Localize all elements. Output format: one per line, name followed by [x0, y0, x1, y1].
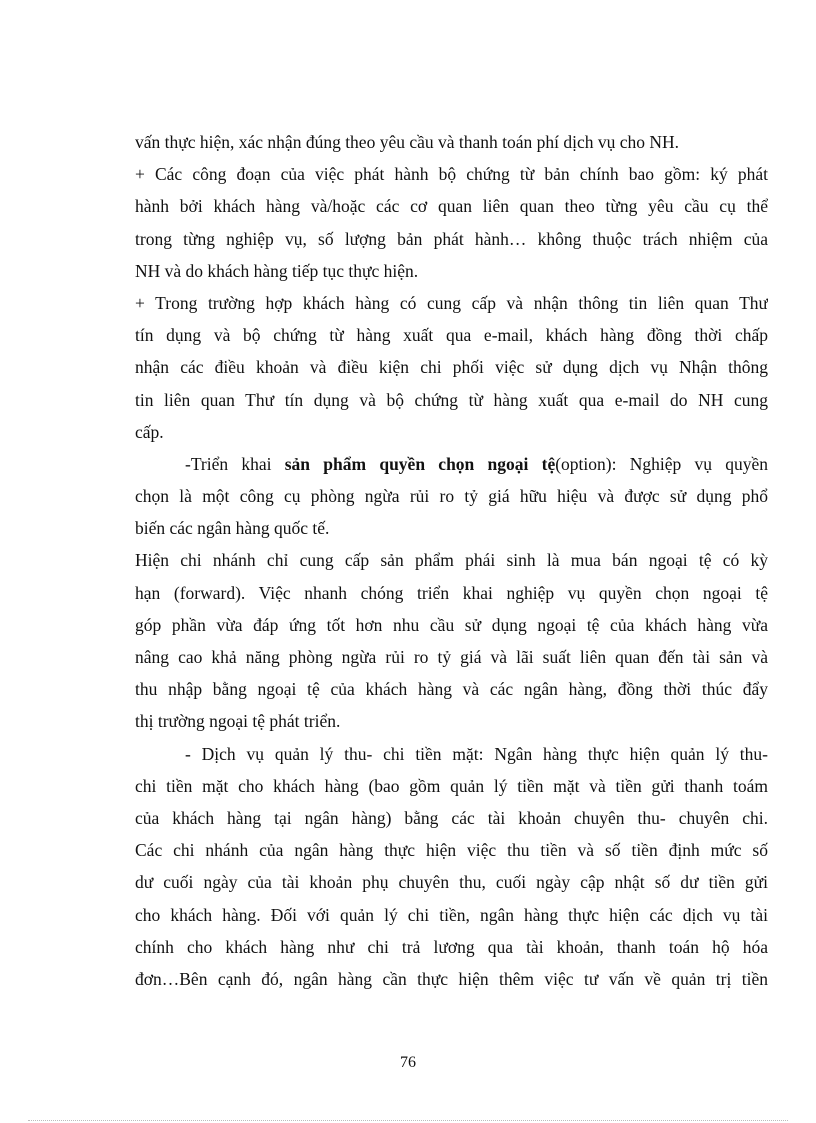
text-line: - Dịch vụ quản lý thu- chi tiền mặt: Ngân hàng thực hiện quản lý thu-	[185, 743, 768, 764]
text-run: (option): Nghiệp vụ quyền	[555, 453, 768, 474]
text-line: Hiện chi nhánh chỉ cung cấp sản phẩm phái sinh là mua bán ngoại tệ có kỳ	[135, 550, 768, 571]
text-line: vấn thực hiện, xác nhận đúng theo yêu cầu và thanh toán phí dịch vụ cho NH.	[135, 132, 680, 152]
bold-term: sản phẩm quyền chọn ngoại tệ	[284, 453, 556, 474]
text-line: của khách hàng tại ngân hàng) bằng các tài khoản chuyên thu- chuyên chi.	[135, 807, 768, 828]
text-line: + Các công đoạn của việc phát hành bộ chứng từ bản chính bao gồm: ký phát	[135, 164, 768, 185]
text-line: thu nhập bằng ngoại tệ của khách hàng và các ngân hàng, đồng thời thúc đẩy	[135, 679, 768, 700]
text-line: tin liên quan Thư tín dụng và bộ chứng từ hàng xuất qua e-mail do NH cung	[135, 389, 768, 410]
footer-dotted-rule	[28, 1120, 788, 1121]
body-text	[135, 126, 768, 995]
text-line: biến các ngân hàng quốc tế.	[135, 518, 330, 539]
text-line: nhận các điều khoản và điều kiện chi phối việc sử dụng dịch vụ Nhận thông	[135, 357, 768, 378]
text-line: hạn (forward). Việc nhanh chóng triển khai nghiệp vụ quyền chọn ngoại tệ	[135, 582, 768, 603]
text-line: dư cuối ngày của tài khoản phụ chuyên thu, cuối ngày cập nhật số dư tiền gửi	[135, 872, 768, 893]
text-line: hành bởi khách hàng và/hoặc các cơ quan liên quan theo từng yêu cầu cụ thể	[135, 196, 768, 217]
text-run: -Triển khai	[185, 453, 285, 474]
text-line: trong từng nghiệp vụ, số lượng bản phát hành… không thuộc trách nhiệm của	[135, 228, 768, 249]
text-line: NH và do khách hàng tiếp tục thực hiện.	[135, 260, 419, 281]
text-line: cho khách hàng. Đối với quản lý chi tiền, ngân hàng thực hiện các dịch vụ tài	[135, 904, 768, 925]
text-line: tín dụng và bộ chứng từ hàng xuất qua e-mail, khách hàng đồng thời chấp	[135, 325, 768, 346]
text-line: + Trong trường hợp khách hàng có cung cấp và nhận thông tin liên quan Thư	[135, 292, 768, 313]
text-line: nâng cao khả năng phòng ngừa rủi ro tỷ giá và lãi suất liên quan đến tài sản và	[135, 647, 768, 667]
page-number: 76	[400, 1054, 416, 1071]
text-line: cấp.	[135, 421, 164, 442]
text-line: chọn là một công cụ phòng ngừa rủi ro tỷ giá hữu hiệu và được sử dụng phổ	[135, 486, 768, 507]
text-line	[135, 448, 768, 480]
text-line: chính cho khách hàng như chi trả lương qua tài khoản, thanh toán hộ hóa	[135, 936, 768, 957]
text-line: Các chi nhánh của ngân hàng thực hiện việc thu tiền và số tiền định mức số	[135, 840, 768, 861]
text-line: thị trường ngoại tệ phát triển.	[135, 711, 341, 732]
text-line: đơn…Bên cạnh đó, ngân hàng cần thực hiện thêm việc tư vấn về quản trị tiền	[135, 968, 768, 989]
text-line: góp phần vừa đáp ứng tốt hơn nhu cầu sử dụng ngoại tệ của khách hàng vừa	[135, 614, 768, 635]
text-line: chi tiền mặt cho khách hàng (bao gồm quản lý tiền mặt và tiền gửi thanh toám	[135, 775, 768, 796]
